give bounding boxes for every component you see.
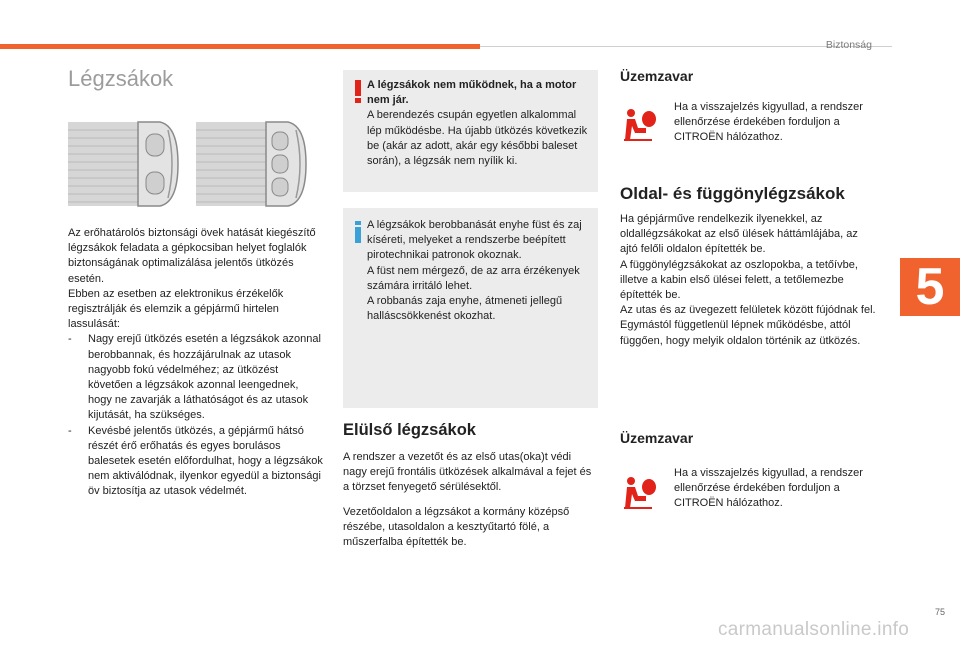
list-dash: - (68, 333, 72, 346)
side-paragraph: A függönylégzsákokat az oszlopokba, a tetőívbe, illetve a kabin első ülései felett, a tetőlemezbe építették be. (620, 258, 858, 302)
intro-paragraph: Ebben az esetben az elektronikus érzékelők regisztrálják és elemzik a gépjármű hirtelen lassulását: (68, 287, 284, 331)
list-item-text: Kevésbé jelentős ütközés, a gépjármű hátsó részét érő erőhatás és egyes borulásos balesetek esetén előfordulhat, hogy a légzsákok nem aktiválódnak, ilyenkor egyedül a biztonsági öv biztosítja az utasok védelmét. (88, 424, 323, 498)
exclamation-warning-icon (352, 80, 364, 104)
front-paragraph: A rendszer a vezetőt és az első utas(oka)t védi nagy erejű frontális ütközések alkalmával a fejet és a törzset fenyegető sérülésektől. (343, 451, 592, 494)
airbag-warning-lamp-icon (622, 108, 658, 142)
info-text (367, 218, 595, 324)
list-dash: - (68, 424, 72, 437)
side-paragraph: Az utas és az üvegezett felületek között fújódnak fel. (620, 304, 876, 317)
list-item-text: Nagy erejű ütközés esetén a légzsákok azonnal berobbannak, és hozzájárulnak az utasok nagyobb fokú védelméhez; az ütközést követően a légzsákok azonnal leengednek, hogy ne zavarják a láthatóságot és az utasok kijutását, ha szükséges. (88, 333, 321, 422)
chapter-number: 5 (915, 258, 945, 316)
page-title: Légzsákok (68, 66, 174, 91)
side-paragraph: Egymástól függetlenül lépnek működésbe, attól függően, hogy melyik oldalon történik az ütközés. (620, 319, 861, 347)
intro-paragraph: Az erőhatárolós biztonsági övek hatását kiegészítő légzsákok feladata a gépkocsiban helyet foglalók biztonságának optimalizálása jelentős ütközés esetén. (68, 227, 316, 285)
chapter-tab (900, 258, 960, 316)
header-accent-bar (0, 44, 480, 49)
section-title: Biztonság (825, 39, 872, 51)
airbag-warning-lamp-icon (622, 476, 658, 510)
list-item (68, 424, 324, 500)
van-top-view-illustration (68, 120, 180, 208)
watermark: carmanualsonline.info (718, 619, 910, 640)
info-paragraph: A robbanás zaja enyhe, átmeneti jellegű halláscsökkenést okozhat. (367, 295, 563, 323)
fault-heading: Üzemzavar (620, 68, 694, 84)
warning-paragraph: A berendezés csupán egyetlen alkalommal lép működésbe. Ha újabb ütközés következik be (akár az adott, akár egy későbbi baleset során), a légzsák nem nyílik ki. (367, 109, 588, 168)
info-i-icon (353, 221, 363, 243)
side-curtain-heading: Oldal- és függönylégzsákok (620, 184, 845, 203)
front-airbags-text (343, 450, 595, 550)
front-airbags-heading: Elülső légzsákok (343, 421, 476, 439)
warning-text (367, 78, 593, 169)
fault-text: Ha a visszajelzés kigyullad, a rendszer ellenőrzése érdekében forduljon a CITROËN hálózathoz. (674, 101, 863, 144)
side-curtain-text (620, 212, 876, 349)
fault-text: Ha a visszajelzés kigyullad, a rendszer ellenőrzése érdekében forduljon a CITROËN hálózathoz. (674, 467, 863, 510)
side-paragraph: Ha gépjárműve rendelkezik ilyenekkel, az oldallégzsákokat az első ülések háttámlájába, az ajtó felőli oldalon építették be. (620, 213, 858, 256)
van-top-view-illustration (196, 120, 308, 208)
warning-box (343, 70, 598, 192)
list-item (68, 332, 324, 423)
warning-heading: A légzsákok nem működnek, ha a motor nem jár. (367, 79, 577, 107)
info-box (343, 208, 598, 408)
page-number: 75 (935, 607, 946, 617)
fault-heading: Üzemzavar (620, 430, 694, 446)
front-paragraph: Vezetőoldalon a légzsákot a kormány középső részébe, utasoldalon a kesztyűtartó fölé, a műszerfalba építették be. (343, 505, 570, 549)
info-paragraph: A légzsákok berobbanását enyhe füst és zaj kíséreti, melyeket a rendszerbe beépített pirotechnikai patronok okoznak. (367, 219, 582, 262)
left-text-block (68, 226, 324, 500)
info-paragraph: A füst nem mérgező, de az arra érzékenyek számára irritáló lehet. (367, 264, 580, 292)
